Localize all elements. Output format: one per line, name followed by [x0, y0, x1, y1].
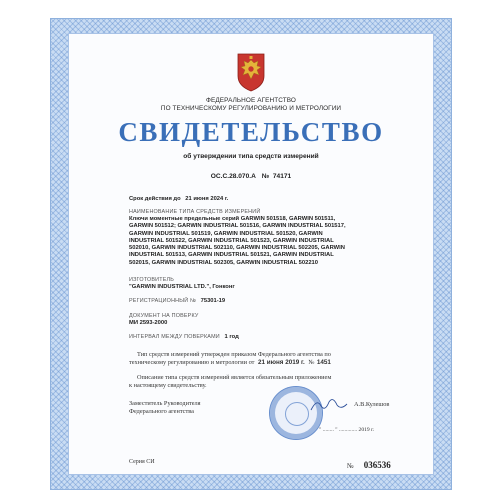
signatory-position	[129, 400, 201, 416]
interval-value: 1 год	[224, 334, 239, 340]
description-line1: Описание типа средств измерений является обязательным приложением	[137, 374, 332, 381]
seal-center-icon	[285, 402, 309, 426]
instrument-line: GARWIN INDUSTRIAL 501519, GARWIN INDUSTRIAL 501520, GARWIN	[129, 230, 323, 237]
agency-name-line2: ПО ТЕХНИЧЕСКОМУ РЕГУЛИРОВАНИЮ И МЕТРОЛОГИИ	[160, 105, 342, 112]
certificate-body	[68, 33, 434, 475]
handwritten-signature	[309, 396, 349, 414]
form-number-label: №	[347, 462, 354, 470]
description-paragraph	[129, 374, 379, 390]
signatory-name: А.В.Кулешов	[354, 401, 390, 408]
order-line1: Тип средств измерений утвержден приказом Федерального агентства по	[137, 351, 331, 358]
order-line2	[129, 359, 379, 367]
position-line2: Федерального агентства	[129, 408, 194, 415]
validity-label: Срок действия до	[129, 196, 181, 202]
interval-label: ИНТЕРВАЛ МЕЖДУ ПОВЕРКАМИ	[129, 334, 220, 340]
instrument-label: НАИМЕНОВАНИЕ ТИПА СРЕДСТВ ИЗМЕРЕНИЙ	[129, 209, 261, 215]
russian-coat-of-arms-icon	[234, 52, 268, 92]
order-number: 1451	[316, 359, 331, 366]
manufacturer-value: "GARWIN INDUSTRIAL LTD.", Гонконг	[129, 284, 235, 290]
instrument-line: GARWIN 501512; GARWIN INDUSTRIAL 501516, GARWIN INDUSTRIAL 501517,	[129, 223, 346, 230]
manufacturer-label: ИЗГОТОВИТЕЛЬ	[129, 277, 175, 283]
validity-date: 21 июня 2024 г.	[185, 196, 229, 202]
certificate-border	[50, 18, 452, 490]
interval-row	[129, 334, 239, 341]
registration-row	[129, 298, 225, 305]
verification-doc-label: ДОКУМЕНТ НА ПОВЕРКУ	[129, 313, 199, 319]
instrument-line: INDUSTRIAL 501522, GARWIN INDUSTRIAL 501523, GARWIN INDUSTRIAL	[129, 237, 334, 244]
instrument-description	[129, 216, 379, 267]
instrument-line: 502010, GARWIN INDUSTRIAL 502110, GARWIN INDUSTRIAL 502205, GARWIN	[129, 245, 345, 252]
signature-date: " ........ " ............. 2019 г.	[319, 427, 375, 433]
order-number-label: №	[308, 359, 315, 366]
order-date: 21 июня 2019 г.	[258, 359, 305, 366]
form-number-value: 036536	[363, 460, 391, 470]
cert-code: ОС.С.28.070.А	[210, 173, 256, 180]
instrument-line: Ключи моментные предельные серий GARWIN 501518, GARWIN 501511,	[129, 216, 336, 222]
registration-label: РЕГИСТРАЦИОННЫЙ №	[129, 298, 196, 304]
verification-doc-value: МИ 2593-2000	[129, 320, 168, 326]
agency-name-line1: ФЕДЕРАЛЬНОЕ АГЕНТСТВО	[206, 97, 296, 104]
order-paragraph	[129, 351, 379, 367]
position-line1: Заместитель Руководителя	[129, 400, 201, 407]
certificate-subtitle: об утверждении типа средств измерений	[183, 153, 319, 160]
certificate-title: СВИДЕТЕЛЬСТВО	[118, 117, 384, 147]
cert-number-value: 74171	[272, 173, 292, 180]
cert-number-label: №	[261, 173, 270, 180]
instrument-line: INDUSTRIAL 501513, GARWIN INDUSTRIAL 501521, GARWIN INDUSTRIAL	[129, 252, 334, 259]
certificate-number	[69, 173, 433, 180]
form-number	[347, 455, 391, 473]
validity-row	[129, 196, 228, 203]
series-label: Серия СИ	[129, 459, 155, 465]
instrument-line: 502015, GARWIN INDUSTRIAL 502305, GARWIN INDUSTRIAL 502210	[129, 259, 318, 266]
registration-value: 75301-19	[200, 298, 226, 304]
order-line2-prefix: техническому регулированию и метрологии от	[129, 359, 255, 366]
description-line2: к настоящему свидетельству.	[129, 382, 207, 389]
